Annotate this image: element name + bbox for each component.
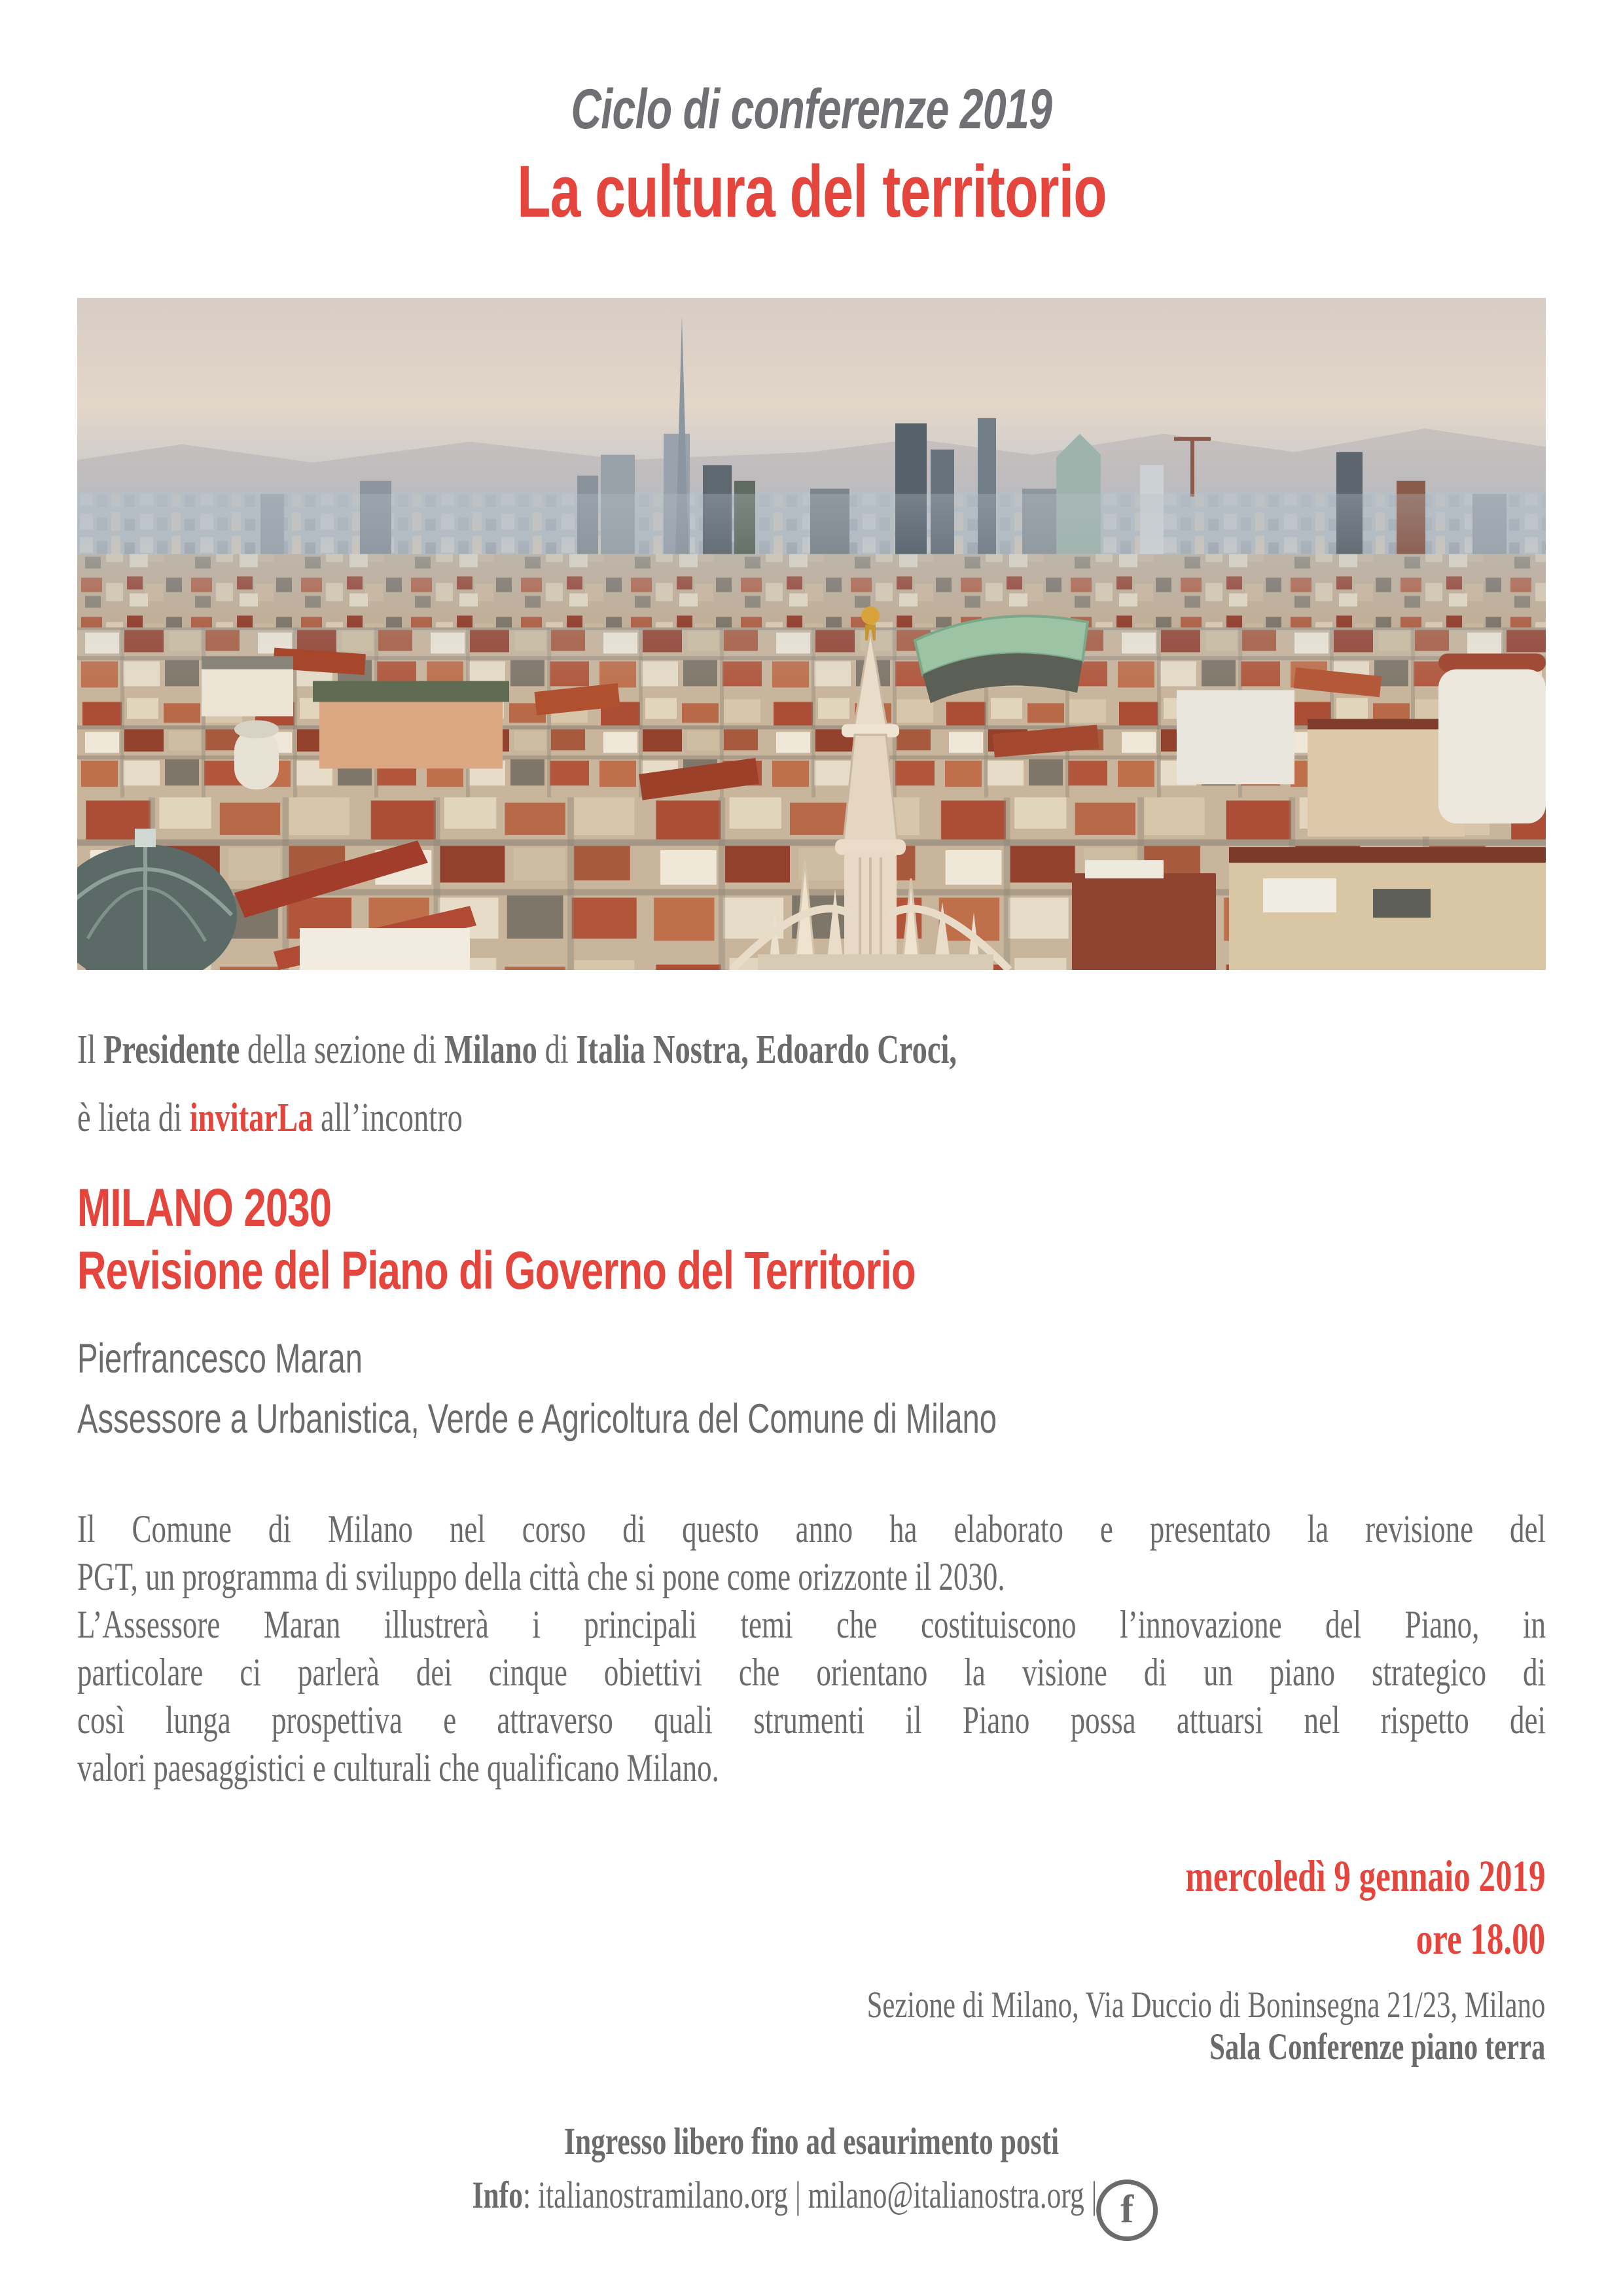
invitation-segment: della sezione di: [240, 1028, 444, 1072]
schedule-block: [1065, 1844, 1545, 1970]
page-title-text: La cultura del territorio: [516, 151, 1107, 232]
milan-panorama-image: [77, 298, 1546, 970]
website-link[interactable]: italianostramilano.org: [538, 2174, 789, 2216]
description-line: PGT, un programma di sviluppo della città che si pone come orizzonte il 2030.: [77, 1555, 1005, 1598]
facebook-circle-icon[interactable]: [1097, 2179, 1158, 2241]
divider: |: [795, 2174, 802, 2216]
event-date: mercoledì 9 gennaio 2019: [1185, 1851, 1545, 1901]
info-separator: :: [523, 2174, 539, 2216]
invitation-segment: di: [537, 1028, 577, 1072]
invitation-city: Milano: [444, 1028, 537, 1072]
admission-text: Ingresso libero fino ad esaurimento posti: [563, 2120, 1060, 2162]
admission-note: [0, 2119, 1623, 2163]
series-title: [0, 76, 1623, 143]
description-line: valori paesaggistici e culturali che qualificano Milano.: [77, 1746, 719, 1789]
speaker-name: Pierfrancesco Maran: [77, 1336, 363, 1382]
invitation-association-and-name: Italia Nostra, Edoardo Croci,: [576, 1028, 957, 1072]
invitation-segment: all’incontro: [313, 1096, 463, 1140]
invitation-segment: è lieta di: [77, 1096, 190, 1140]
description-line: Il Comune di Milano nel corso di questo anno ha elaborato e presentato la revisione del: [77, 1507, 1546, 1551]
series-title-text: Ciclo di conferenze 2019: [571, 78, 1052, 141]
email-link[interactable]: milano@italianostra.org: [808, 2174, 1085, 2216]
venue-address: Sezione di Milano, Via Duccio di Boninsegna 21/23, Milano: [866, 1984, 1545, 2026]
venue-room: Sala Conferenze piano terra: [1209, 2026, 1545, 2068]
event-time: ore 18.00: [1416, 1914, 1545, 1964]
invitation-invitarla: invitarLa: [189, 1096, 313, 1140]
event-title-line2: Revisione del Piano di Governo del Territorio: [77, 1241, 916, 1300]
description-line: L’Assessore Maran illustrerà i principali temi che costituiscono l’innovazione del Piano, in: [77, 1603, 1546, 1646]
facebook-letter: f: [1120, 2187, 1134, 2231]
invitation-president: Presidente: [103, 1028, 240, 1072]
invitation-text: [77, 1016, 1623, 1152]
contact-info-line: [0, 2173, 1623, 2241]
speaker-block: [77, 1329, 1623, 1449]
event-description: [77, 1505, 1623, 1792]
description-line: particolare ci parlerà dei cinque obiettivi che orientano la visione di un piano strategico di: [77, 1651, 1546, 1694]
milan-panorama-photo: [77, 298, 1546, 970]
venue-block: [641, 1984, 1545, 2068]
invitation-segment: Il: [77, 1028, 104, 1072]
event-title: [77, 1177, 1623, 1302]
speaker-role: Assessore a Urbanistica, Verde e Agricoltura del Comune di Milano: [77, 1396, 997, 1442]
description-line: così lunga prospettiva e attraverso quali strumenti il Piano possa attuarsi nel rispetto dei: [77, 1698, 1546, 1742]
info-label: Info: [473, 2174, 524, 2216]
page-title: [0, 148, 1623, 236]
divider: |: [1092, 2174, 1097, 2216]
event-title-line1: MILANO 2030: [77, 1178, 332, 1238]
